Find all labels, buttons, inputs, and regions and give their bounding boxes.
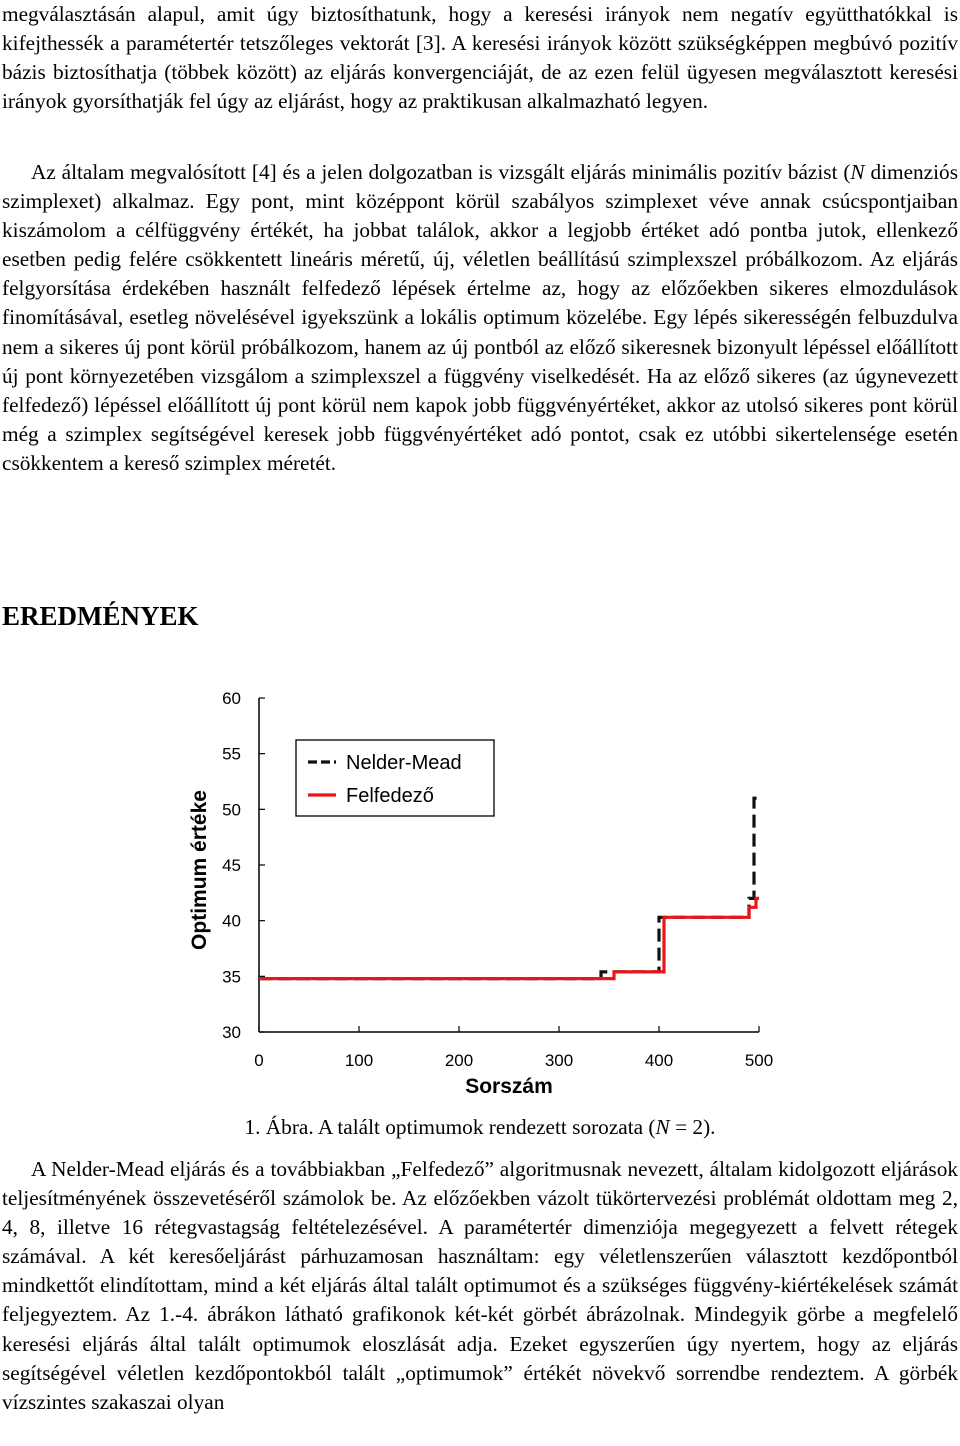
caption-variable: N — [655, 1115, 670, 1139]
paragraph-method — [2, 158, 958, 478]
caption-suffix: ). — [703, 1115, 716, 1139]
series-line-nelder-mead — [259, 798, 759, 978]
y-tick-label: 30 — [222, 1023, 241, 1042]
x-tick-label: 100 — [344, 1051, 374, 1070]
paragraph-intro: megválasztásán alapul, amit úgy biztosíthatunk, hogy a keresési irányok nem negatív együtthatókkal is kifejthessék a paramétertér tetszőleges vektorát [3]. A keresési irányok között szükségképpen megbúvó pozitív bázis biztosíthatja (többek között) az eljárás konvergenciáját, de az ezen felül ügyesen megválasztott keresési irányok gyorsíthatják fel úgy az eljárást, hogy az praktikusan alkalmazható legyen. — [2, 2, 958, 114]
y-tick-label: 55 — [222, 744, 241, 764]
y-tick-label: 50 — [222, 800, 241, 820]
paragraph-results — [2, 1155, 958, 1417]
optimum-chart — [170, 680, 790, 1105]
figure-1 — [170, 680, 790, 1110]
paragraph-method-part1: Az általam megvalósított [4] és a jelen dolgozatban is vizsgált eljárás minimális pozitív bázist ( — [31, 160, 851, 184]
x-tick-label: 300 — [544, 1051, 574, 1070]
figure-caption — [0, 1113, 960, 1142]
caption-prefix: 1. Ábra. A talált optimumok rendezett sorozata ( — [244, 1115, 656, 1139]
x-axis-label: Sorszám — [465, 1075, 553, 1098]
variable-n: N — [850, 160, 865, 184]
legend-label: Felfedező — [346, 785, 434, 807]
legend-label: Nelder-Mead — [346, 752, 462, 774]
x-tick-label: 500 — [744, 1051, 774, 1070]
x-tick-label: 0 — [254, 1051, 264, 1070]
x-tick-label: 200 — [444, 1051, 474, 1070]
y-tick-label: 60 — [222, 689, 241, 708]
paragraph-results-text: A Nelder-Mead eljárás és a továbbiakban „Felfedező” algoritmusnak nevezett, általam kidolgozott eljárások teljesítményének összevetéséről számolok be. Az előzőekben vázolt tükörtervezési problémát oldottam meg 2, 4, 8, illetve 16 rétegvastagság feltételezésével. A paramétertér dimenziója megegyezett a felvett rétegek számával. A két keresőeljárást párhuzamosan használtam: egy véletlenszerűen választott kezdőpontból mindkettőt elindítottam, mind a két eljárás által talált optimumot és a szükséges függvény-kiértékelések számát feljegyeztem. Az 1.-4. ábrákon látható grafikonok két-két görbét ábrázolnak. Mindegyik görbe a megfelelő keresési eljárás által talált optimumok eloszlását adja. Ezeket egyszerűen úgy nyertem, hogy az eljárás segítségével véletlen kezdőpontokból talált „optimumok” értékét növekvő sorrendbe rendeztem. A görbék vízszintes szakaszai olyan — [2, 1157, 958, 1414]
y-tick-label: 40 — [222, 911, 241, 931]
caption-equation: = 2 — [669, 1115, 704, 1139]
y-axis-label: Optimum értéke — [188, 790, 211, 950]
section-heading: EREDMÉNYEK — [2, 601, 199, 631]
series-line-felfedezo — [259, 898, 759, 978]
x-tick-label: 400 — [644, 1051, 674, 1070]
y-tick-label: 45 — [222, 856, 241, 875]
paragraph-method-part2: dimenziós szimplexet) alkalmaz. Egy pont, mint középpont körül szabályos szimplexet véve annak csúcspontjaiban kiszámolom a célfüggvény értékét, ha jobbat találok, akkor a legjobb értéket adó pontba jutok, ellenkező esetben pedig felére csökkentett lineáris méretű, új, véletlen beállítású szimplexszel próbálkozom. Az eljárás felgyorsítása érdekében használt felfedező lépések értelme az, hogy az előzőekben sikeres elmozdulások finomításával, esetleg növelésével igyekszünk a lokális optimum közelébe. Egy lépés sikerességén felbuzdulva nem a sikeres új pont körül próbálkozom, hanem az új pontból az előző sikeresnek bizonyult lépéssel előállított új pont környezetében vizsgálom a szimplexszel a függvény viselkedését. Ha az előző sikeres (az úgynevezett felfedező) lépéssel előállított új pont körül nem kapok jobb függvényértéket, akkor az utolsó sikeres pont körül még a szimplex segítségével keresek jobb függvényértéket adó pontot, csak ez utóbbi sikertelensége esetén csökkentem a kereső szimplex méretét. — [2, 160, 958, 475]
y-tick-label: 35 — [222, 967, 241, 987]
